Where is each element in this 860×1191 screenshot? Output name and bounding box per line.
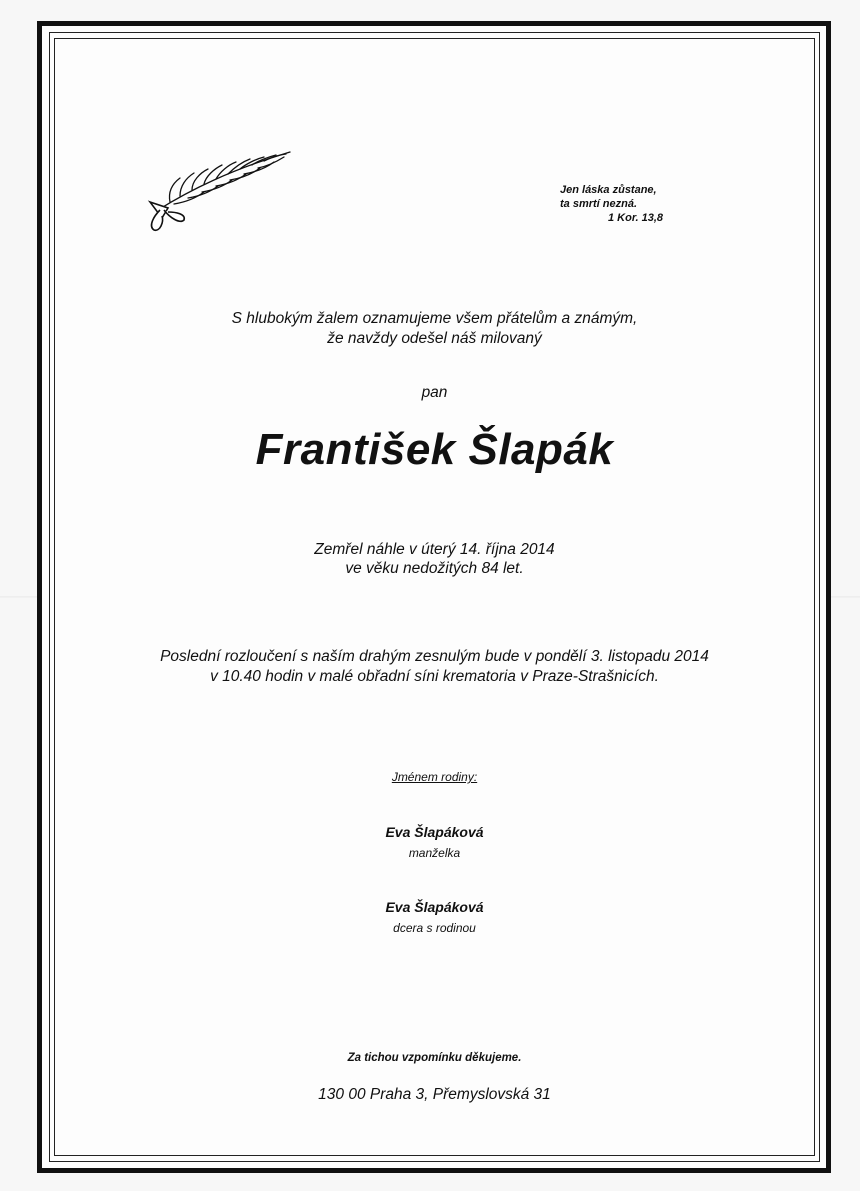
address-line: 130 00 Praha 3, Přemyslovská 31 [318, 1086, 551, 1103]
death-line-1: Zemřel náhle v úterý 14. října 2014 [314, 541, 555, 558]
family-member-name: Eva Šlapáková [385, 824, 484, 840]
death-line-2: ve věku nedožitých 84 let. [345, 560, 524, 577]
bible-quote [560, 183, 740, 225]
funeral-line-2: v 10.40 hodin v malé obřadní síni krematoria v Praze-Strašnicích. [210, 668, 659, 685]
quote-line-2: ta smrtí nezná. [560, 198, 638, 210]
family-member-role: manželka [408, 846, 461, 860]
deceased-name: František Šlapák [255, 425, 614, 474]
family-heading [54, 770, 815, 784]
family-member-role: dcera s rodinou [393, 921, 476, 935]
quote-reference: 1 Kor. 13,8 [608, 212, 664, 224]
family-member-name: Eva Šlapáková [385, 899, 484, 915]
death-notice [54, 540, 815, 578]
palm-branch-icon [140, 140, 300, 235]
intro-line-2: že navždy odešel náš milovaný [327, 330, 542, 347]
title-word: pan [421, 384, 448, 401]
thanks-line: Za tichou vzpomínku děkujeme. [347, 1052, 522, 1064]
quote-line-1: Jen láska zůstane, [560, 184, 657, 196]
family-heading-text: Jménem rodiny: [391, 770, 478, 784]
announcement-intro [54, 309, 815, 349]
funeral-line-1: Poslední rozloučení s naším drahým zesnulým bude v pondělí 3. listopadu 2014 [160, 648, 709, 665]
intro-line-1: S hlubokým žalem oznamujeme všem přátelům a známým, [231, 310, 638, 327]
funeral-notice [54, 647, 815, 687]
